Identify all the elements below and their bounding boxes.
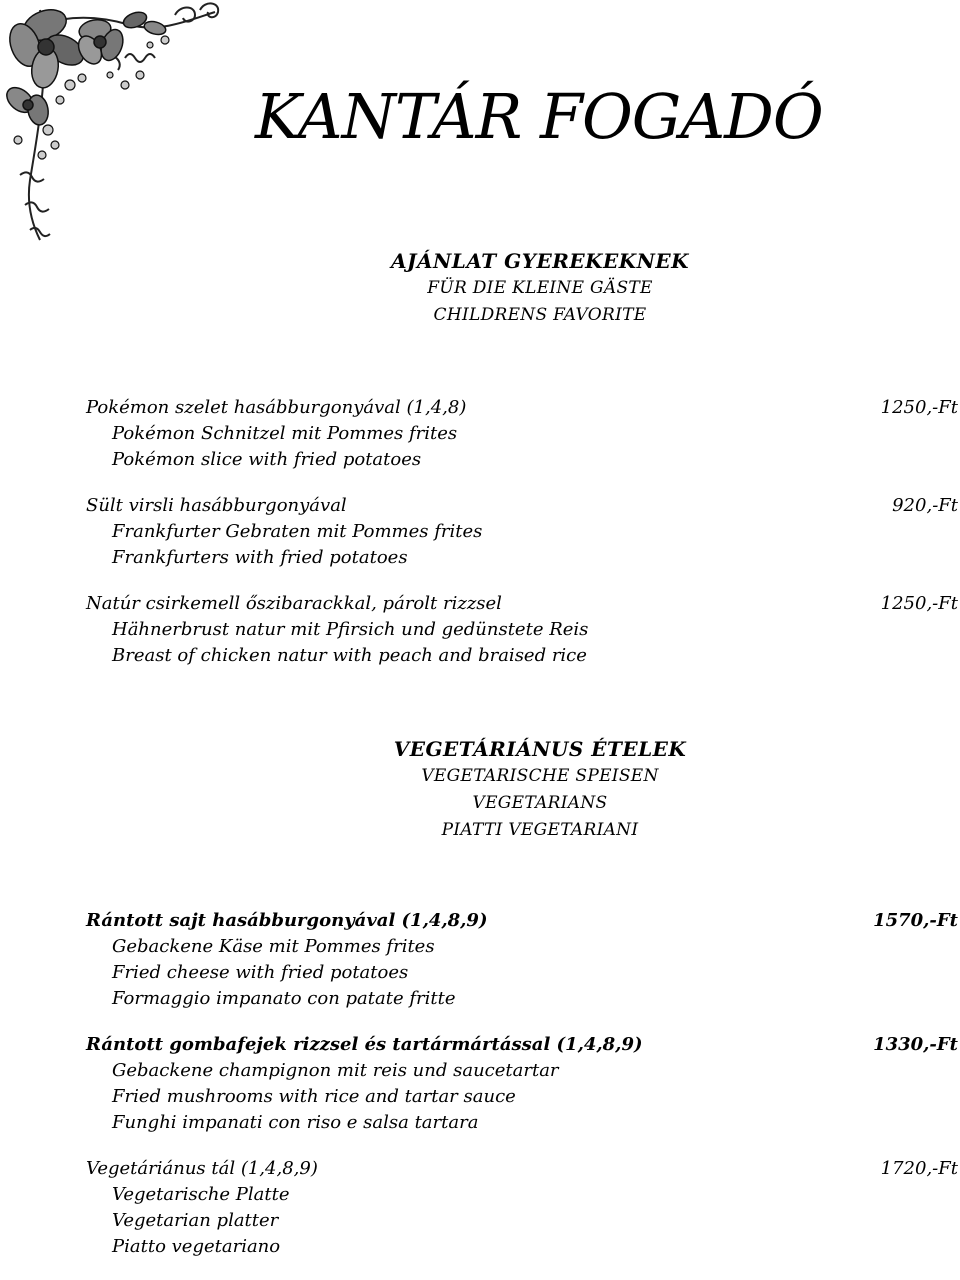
menu-item-translation: Vegetarische Platte	[112, 1184, 290, 1205]
menu-item	[86, 493, 960, 571]
section-heading-vegetarian	[0, 736, 960, 844]
menu-item-name: Rántott gombafejek rizzsel és tartármártással (1,4,8,9)	[86, 1034, 643, 1055]
menu-item-price: 1250,-Ft	[880, 593, 958, 614]
menu-item-translation: Pokémon slice with fried potatoes	[112, 449, 422, 470]
section-heading-hu: VEGETÁRIÁNUS ÉTELEK	[393, 737, 687, 761]
section-heading-de: VEGETARISCHE SPEISEN	[421, 766, 659, 786]
menu-item-price: 1250,-Ft	[880, 397, 958, 418]
menu-item	[86, 395, 960, 473]
menu-item-price: 920,-Ft	[892, 495, 958, 516]
section-heading-it: PIATTI VEGETARIANI	[441, 820, 639, 840]
menu-item-name: Rántott sajt hasábburgonyával (1,4,8,9)	[86, 910, 488, 931]
menu-items-children	[86, 395, 960, 689]
menu-item-price: 1330,-Ft	[873, 1034, 958, 1055]
menu-item-translation: Fried mushrooms with rice and tartar sauce	[112, 1086, 516, 1107]
menu-item-price: 1570,-Ft	[873, 910, 958, 931]
menu-item-translation: Funghi impanati con riso e salsa tartara	[112, 1112, 479, 1133]
menu-item-translation: Hähnerbrust natur mit Pfirsich und gedünstete Reis	[112, 619, 589, 640]
menu-items-vegetarian	[86, 908, 960, 1280]
menu-item-translation: Formaggio impanato con patate fritte	[112, 988, 456, 1009]
menu-item-name: Vegetáriánus tál (1,4,8,9)	[86, 1158, 318, 1179]
menu-item	[86, 1032, 960, 1136]
menu-item	[86, 908, 960, 1012]
menu-item-name: Pokémon szelet hasábburgonyával (1,4,8)	[86, 397, 467, 418]
menu-item-name: Sült virsli hasábburgonyával	[86, 495, 347, 516]
menu-item-translation: Gebackene champignon mit reis und saucetartar	[112, 1060, 559, 1081]
floral-corner-ornament	[0, 0, 250, 250]
menu-item-translation: Fried cheese with fried potatoes	[112, 962, 409, 983]
menu-item-translation: Piatto vegetariano	[112, 1236, 281, 1257]
section-heading-de: FÜR DIE KLEINE GÄSTE	[427, 278, 653, 298]
section-heading-children	[0, 248, 960, 329]
menu-item	[86, 591, 960, 669]
menu-item-translation: Breast of chicken natur with peach and braised rice	[112, 645, 587, 666]
menu-item-translation: Gebackene Käse mit Pommes frites	[112, 936, 435, 957]
page-title: KANTÁR FOGADÓ	[255, 80, 823, 153]
section-heading-hu: AJÁNLAT GYEREKEKNEK	[391, 249, 689, 273]
menu-item-price: 1720,-Ft	[880, 1158, 958, 1179]
menu-item-translation: Pokémon Schnitzel mit Pommes frites	[112, 423, 458, 444]
menu-item-translation: Frankfurter Gebraten mit Pommes frites	[112, 521, 483, 542]
menu-item	[86, 1156, 960, 1260]
menu-item-translation: Frankfurters with fried potatoes	[112, 547, 408, 568]
menu-item-name: Natúr csirkemell őszibarackkal, párolt rizzsel	[86, 593, 502, 614]
menu-item-translation: Vegetarian platter	[112, 1210, 279, 1231]
section-heading-en: CHILDRENS FAVORITE	[433, 305, 647, 325]
section-heading-en: VEGETARIANS	[472, 793, 608, 813]
